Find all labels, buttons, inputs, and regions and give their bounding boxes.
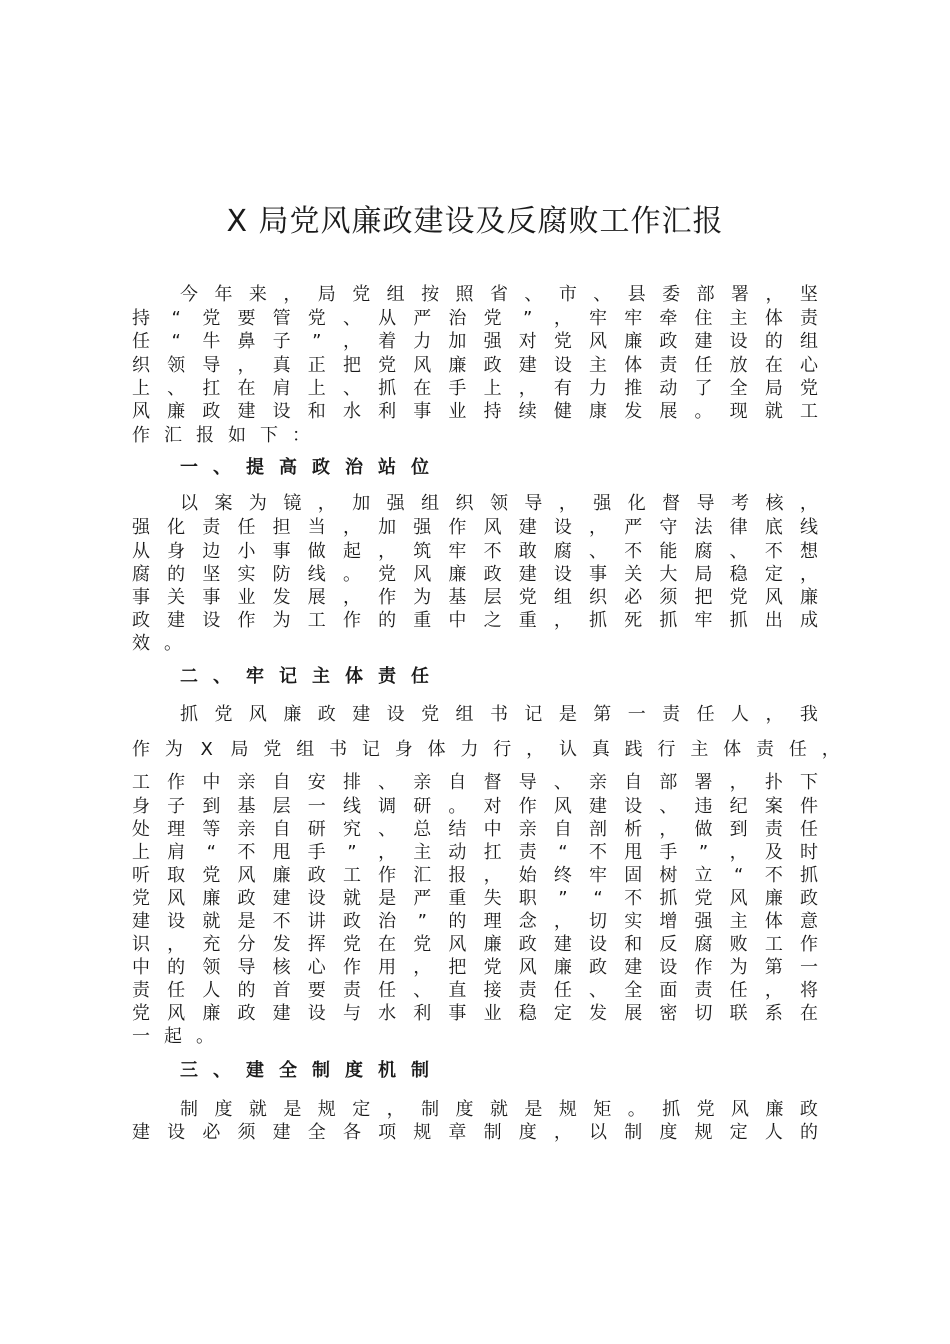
section2-line: 党 风 廉 政 建 设 与 水 利 事 业 稳 定 发 展 密 切 联 系 在: [132, 1003, 818, 1024]
section2-line: 中 的 领 导 核 心 作 用 ， 把 党 风 廉 政 建 设 作 为 第 一: [132, 957, 818, 978]
section1-line: 以 案 为 镜 ， 加 强 组 织 领 导 ， 强 化 督 导 考 核 ，: [180, 493, 818, 514]
section1-line: 腐 的 坚 实 防 线 。 党 风 廉 政 建 设 事 关 大 局 稳 定 ，: [132, 564, 818, 585]
section2-line: 党 风 廉 政 建 设 就 是 严 重 失 职 ” “ 不 抓 党 风 廉 政: [132, 888, 818, 909]
section-heading-3: 三、建全制度机制: [180, 1060, 444, 1081]
section2-line: 工 作 中 亲 自 安 排 、 亲 自 督 导 、 亲 自 部 署 ， 扑 下: [132, 772, 818, 793]
section2-line: 身 子 到 基 层 一 线 调 研 。 对 作 风 建 设 、 违 纪 案 件: [132, 796, 818, 817]
section2-line: 处 理 等 亲 自 研 究 、 总 结 中 亲 自 剖 析 ， 做 到 责 任: [132, 819, 818, 840]
section2-line: 听 取 党 风 廉 政 工 作 汇 报 ， 始 终 牢 固 树 立 “ 不 抓: [132, 865, 818, 886]
intro-line: 上 、 扛 在 肩 上 、 抓 在 手 上 ， 有 力 推 动 了 全 局 党: [132, 378, 818, 399]
section1-line: 从 身 边 小 事 做 起 ， 筑 牢 不 敢 腐 、 不 能 腐 、 不 想: [132, 541, 818, 562]
section2-line: 建 设 就 是 不 讲 政 治 ” 的 理 念 ， 切 实 增 强 主 体 意: [132, 911, 818, 932]
section-heading-1: 一、提高政治站位: [180, 457, 444, 478]
document-title: X 局党风廉政建设及反腐败工作汇报: [226, 204, 724, 239]
section3-line: 制 度 就 是 规 定 ， 制 度 就 是 规 矩 。 抓 党 风 廉 政: [180, 1099, 818, 1120]
intro-line: 今 年 来 ， 局 党 组 按 照 省 、 市 、 县 委 部 署 ， 坚: [180, 284, 818, 305]
intro-line: 任 “ 牛 鼻 子 ” ， 着 力 加 强 对 党 风 廉 政 建 设 的 组: [132, 331, 818, 352]
section2-line: 上 肩 “ 不 甩 手 ” ， 主 动 扛 责 “ 不 甩 手 ” ， 及 时: [132, 842, 818, 863]
section1-line: 事 关 事 业 发 展 ， 作 为 基 层 党 组 织 必 须 把 党 风 廉: [132, 587, 818, 608]
section2-line: 一 起 。: [132, 1026, 214, 1047]
section1-line: 政 建 设 作 为 工 作 的 重 中 之 重 ， 抓 死 抓 牢 抓 出 成: [132, 610, 818, 631]
intro-line: 风 廉 政 建 设 和 水 利 事 业 持 续 健 康 发 展 。 现 就 工: [132, 401, 818, 422]
intro-line: 织 领 导 ， 真 正 把 党 风 廉 政 建 设 主 体 责 任 放 在 心: [132, 355, 818, 376]
section1-line: 效 。: [132, 633, 182, 654]
section3-line: 建 设 必 须 建 全 各 项 规 章 制 度 ， 以 制 度 规 定 人 的: [132, 1122, 818, 1143]
section-heading-2: 二、牢记主体责任: [180, 666, 444, 687]
section1-line: 强 化 责 任 担 当 ， 加 强 作 风 建 设 ， 严 守 法 律 底 线: [132, 517, 818, 538]
section2-line: 责 任 人 的 首 要 责 任 、 直 接 责 任 、 全 面 责 任 ， 将: [132, 980, 818, 1001]
section2-line: 识 ， 充 分 发 挥 党 在 党 风 廉 政 建 设 和 反 腐 败 工 作: [132, 934, 818, 955]
intro-line: 作 汇 报 如 下 ：: [132, 425, 310, 446]
section2-line: 抓 党 风 廉 政 建 设 党 组 书 记 是 第 一 责 任 人 ， 我: [180, 704, 818, 725]
intro-line: 持 “ 党 要 管 党 、 从 严 治 党 ” ， 牢 牢 牵 住 主 体 责: [132, 308, 818, 329]
section2-line: 作 为 X 局 党 组 书 记 身 体 力 行 ， 认 真 践 行 主 体 责 任 ，: [132, 739, 840, 760]
